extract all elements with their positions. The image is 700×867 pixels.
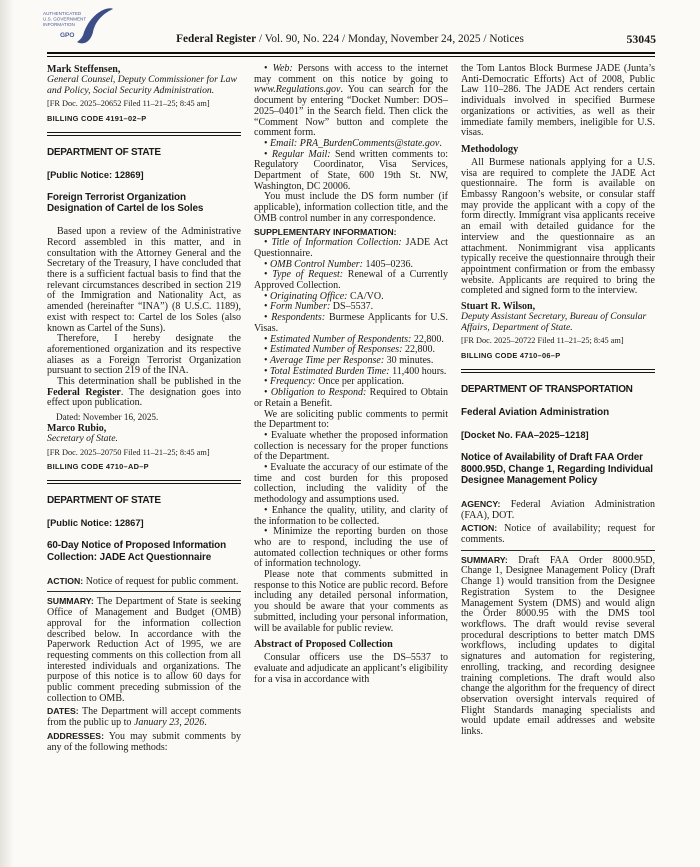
body-paragraph: All Burmese nationals applying for a U.S. visa are required to complete the JADE Act questionnaire. The form is available on Embassy Rangoon’s website, or consular staff may provide the applicant with a copy of the form directly. Immigrant visa applicants receive an email with detailed guidance for the interview and the questionnaire as an attachment. Nonimmigrant visa applicants typically receive the questionnaire through their appointment confirmation or from the embassy website. Applicants are required to bring the completed and signed form to the interview. xyxy=(461,156,655,297)
body-paragraph: Therefore, I hereby designate the aforementioned organization and its respective aliases as a Foreign Terrorist Organization pursuant to section 219 of the INA. xyxy=(47,333,241,377)
addresses-paragraph: ADDRESSES: You may submit comments by any of the following methods: xyxy=(47,730,241,753)
billing-code: BILLING CODE 4710–06–P xyxy=(461,350,561,360)
body-paragraph: Please note that comments submitted in response to this Notice are public record. Before including any detailed personal information, you should be aware that your comments as submitted, including your personal information, will be available for public review. xyxy=(254,569,448,634)
bullet-item: • OMB Control Number: 1405–0236. xyxy=(264,258,413,270)
bullet-item: • Average Time per Response: 30 minutes. xyxy=(264,354,434,366)
body-paragraph: We are soliciting public comments to permit the Department to: xyxy=(254,408,448,431)
bullet-item: • Enhance the quality, utility, and clarity of the information to be collected. xyxy=(254,504,448,527)
dates-paragraph: DATES: The Department will accept comments from the public up to January 23, 2026. xyxy=(47,706,241,729)
bullet-item: • Web: Persons with access to the internet may comment on this notice by going to www.Regulations.gov. You can search for the document by entering “Docket Number: DOS–2025–0401” in the Search field. Then click the “Comment Now” button and complete the comment form. xyxy=(254,64,448,139)
bullet-item: • Form Number: DS–5537. xyxy=(264,301,374,313)
preamble-rule xyxy=(47,591,241,592)
signature-name: Mark Steffensen, xyxy=(47,64,121,75)
fr-doc-line: [FR Doc. 2025–20750 Filed 11–21–25; 8:45 am] xyxy=(47,447,210,457)
dated-line: Dated: November 16, 2025. xyxy=(56,412,159,423)
bullet-item: • Total Estimated Burden Time: 11,400 hours. xyxy=(264,365,447,377)
svg-text:GPO: GPO xyxy=(60,32,75,39)
bullet-item: • Estimated Number of Responses: 22,800. xyxy=(264,344,436,356)
billing-code: BILLING CODE 4710–AD–P xyxy=(47,462,149,472)
agency-heading: DEPARTMENT OF STATE xyxy=(47,146,161,158)
bullet-item: • Evaluate whether the proposed information collection is necessary for the proper functions of the Department. xyxy=(254,429,448,463)
column-1 xyxy=(47,64,241,860)
header-title xyxy=(0,33,700,45)
body-paragraph: This determination shall be published in the Federal Register. The designation goes into effect upon publication. xyxy=(47,376,241,409)
header-issue-info: / Vol. 90, No. 224 / Monday, November 24, 2025 / Notices xyxy=(256,33,524,45)
bullet-item: • Type of Request: Renewal of a Currently Approved Collection. xyxy=(254,269,448,292)
billing-code: BILLING CODE 4191–02–P xyxy=(47,113,147,123)
signature-name: Marco Rubio, xyxy=(47,423,107,435)
action-paragraph: ACTION: Notice of request for public comment. xyxy=(47,575,239,587)
document-separator xyxy=(47,132,241,136)
agency-heading: DEPARTMENT OF STATE xyxy=(47,495,161,507)
body-paragraph: You must include the DS form number (if applicable), information collection title, and the OMB control number in any correspondence. xyxy=(254,191,448,224)
document-title: Foreign Terrorist Organization Designation of Cartel de los Soles xyxy=(47,191,204,215)
signature-name: Stuart R. Wilson, xyxy=(461,301,536,313)
bullet-item: • Originating Office: CA/VO. xyxy=(264,290,384,302)
body-paragraph: Consular officers use the DS–5537 to evaluate and adjudicate an applicant’s eligibility for a visa in accordance with xyxy=(254,652,448,685)
document-separator xyxy=(47,480,241,484)
bullet-item: • Title of Information Collection: JADE Act Questionnaire. xyxy=(254,237,448,259)
supplementary-information-label: SUPPLEMENTARY INFORMATION: xyxy=(254,226,397,237)
fr-doc-line: [FR Doc. 2025–20722 Filed 11–21–25; 8:45 am] xyxy=(461,336,624,346)
bullet-item: • Obligation to Respond: Required to Obtain or Retain a Benefit. xyxy=(254,387,448,409)
document-separator xyxy=(461,369,655,373)
public-notice-number: [Public Notice: 12867] xyxy=(47,518,144,529)
bullet-item: • Frequency: Once per application. xyxy=(264,376,405,388)
header-publication-name: Federal Register xyxy=(176,33,257,45)
signature-title: General Counsel, Deputy Commissioner for Law and Policy, Social Security Administration. xyxy=(47,74,237,96)
gpo-authentication-logo xyxy=(38,6,124,52)
agency-paragraph: AGENCY: Federal Aviation Administration (FAA), DOT. xyxy=(461,498,655,521)
subagency-heading: Federal Aviation Administration xyxy=(461,406,610,418)
bullet-item: • Respondents: Burmese Applicants for U.S. Visas. xyxy=(254,312,448,334)
body-paragraph: the Tom Lantos Block Burmese JADE (Junta’s Anti-Democratic Efforts) Act of 2008, Public Law 110–286. The JADE Act renders certain individuals involved in specified Burmese organizations or activities, as well as their immediate family members, ineligible for U.S. visas. xyxy=(461,64,655,139)
section-heading-abstract: Abstract of Proposed Collection xyxy=(254,639,393,651)
bullet-item: • Evaluate the accuracy of our estimate of the time and cost burden for this proposed collection, including the validity of the methodology and assumptions used. xyxy=(254,462,448,506)
bullet-item: • Email: PRA_BurdenComments@​state.gov. xyxy=(264,137,442,149)
summary-paragraph: SUMMARY: The Department of State is seeking Office of Management and Budget (OMB) approval for the information collection described below. In accordance with the Paperwork Reduction Act of 1995, we are requesting comments on this collection from all interested individuals and organizations. The purpose of this notice is to allow 60 days for public comment preceding submission of the collection to OMB. xyxy=(47,596,241,704)
signature-title: Deputy Assistant Secretary, Bureau of Consular Affairs, Department of State. xyxy=(461,311,647,333)
document-title: 60-Day Notice of Proposed Information Collection: JADE Act Questionnaire xyxy=(47,540,227,564)
docket-number: [Docket No. FAA–2025–1218] xyxy=(461,429,589,440)
svg-text:INFORMATION: INFORMATION xyxy=(43,22,75,27)
page-number: 53045 xyxy=(626,32,656,46)
bullet-item: • Estimated Number of Respondents: 22,800. xyxy=(264,333,444,345)
svg-text:AUTHENTICATED: AUTHENTICATED xyxy=(43,11,82,16)
column-2 xyxy=(254,64,448,860)
summary-paragraph: SUMMARY: Draft FAA Order 8000.95D, Change 1, Designee Management Policy (Draft Change 1) would transition from the Designee Registration System to the Designee Management System (DMS) and would align the Order 8000.95 with the DMS tool workflows. The draft would revise several procedural descriptions to better match DMS workflows, including updates to digital signatures and automation for registering, enrolling, tracking, and recording designee training completions. The draft would also change the algorithm for the frequency of direct observation oversight intervals required of Flight Standards managing specialists and would update email addresses and website links. xyxy=(461,554,655,738)
column-3 xyxy=(461,64,655,860)
svg-text:U.S. GOVERNMENT: U.S. GOVERNMENT xyxy=(43,16,87,22)
signature-title: Secretary of State. xyxy=(47,433,118,445)
fr-doc-line: [FR Doc. 2025–20652 Filed 11–21–25; 8:45 am] xyxy=(47,99,210,109)
body-paragraph: Based upon a review of the Administrative Record assembled in this matter, and in consultation with the Attorney General and the Secretary of the Treasury, I have concluded that there is a sufficient factual basis to find that the relevant circumstances described in section 219 of the Immigration and Nationality Act, as amended (hereinafter “INA”) (8 U.S.C. 1189), exist with respect to: Cartel de los Soles (also known as Cartel of the Suns). xyxy=(47,226,241,334)
document-title: Notice of Availability of Draft FAA Order 8000.95D, Change 1, Regarding Individual Designee Management Policy xyxy=(461,451,653,487)
agency-heading: DEPARTMENT OF TRANSPORTATION xyxy=(461,383,633,395)
header-rule xyxy=(47,52,655,57)
preamble-rule xyxy=(461,550,655,551)
bullet-item: • Minimize the reporting burden on those who are to respond, including the use of automated collection techniques or other forms of information technology. xyxy=(254,526,448,570)
action-paragraph: ACTION: Notice of availability; request for comments. xyxy=(461,523,655,546)
bullet-item: • Regular Mail: Send written comments to: Regulatory Coordinator, Visa Services, Department of State, 600 19th St. NW, Washington, DC 20006. xyxy=(254,148,448,192)
section-heading-methodology: Methodology xyxy=(461,143,519,155)
public-notice-number: [Public Notice: 12869] xyxy=(47,169,144,180)
